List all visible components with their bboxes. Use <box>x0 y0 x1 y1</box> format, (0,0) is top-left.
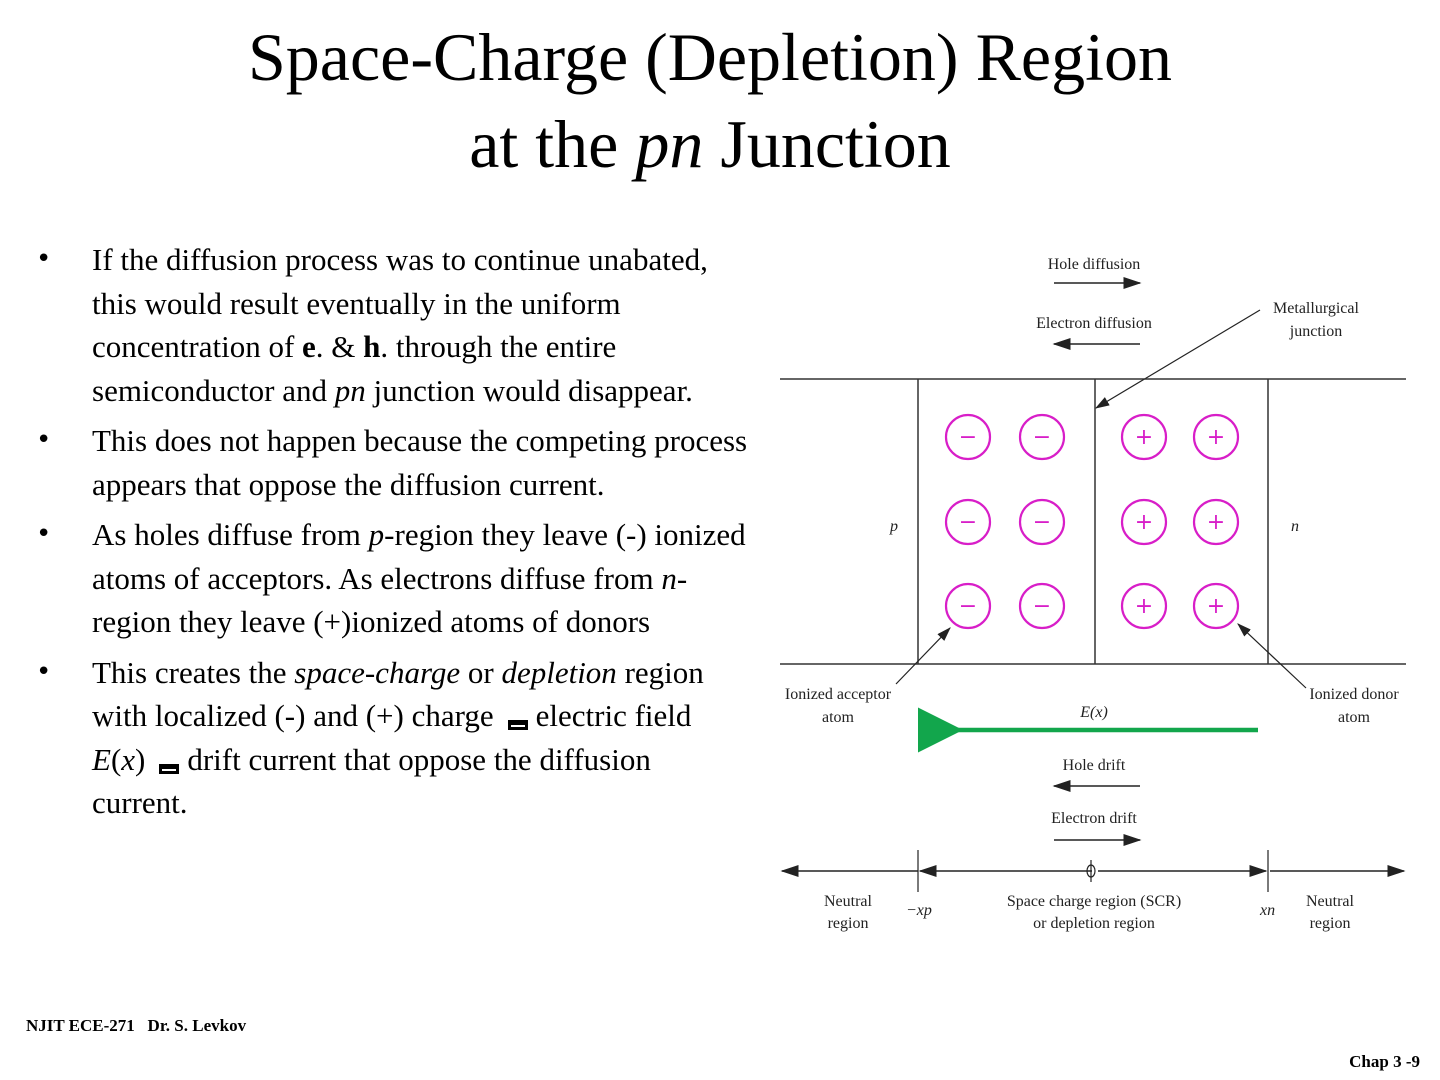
bullet-text: As holes diffuse from <box>92 517 369 552</box>
p-region-label: p <box>890 518 898 535</box>
electric-field-label: E(x) <box>1080 704 1108 721</box>
bullet-text: n <box>661 560 677 596</box>
neutral-left-label-1: Neutral <box>824 893 872 910</box>
bullet-text: ) <box>135 741 146 777</box>
bullet-text: space-charge <box>294 654 461 690</box>
hole-drift-label: Hole drift <box>1062 757 1126 774</box>
bullet-text: p <box>368 517 385 552</box>
implies-arrow-icon <box>508 720 528 730</box>
bullet-text: If the diffusion process was to continue unabated, this would result eventually in the uniform concentration of <box>92 242 708 364</box>
ionized-acceptor-sign: − <box>1032 510 1052 535</box>
electron-drift-label: Electron drift <box>1051 810 1137 827</box>
neutral-right-label-2: region <box>1309 915 1351 932</box>
ionized-acceptor-sign: − <box>1032 425 1052 450</box>
ionized-acceptor-sign: − <box>958 510 978 535</box>
bullet-text: region with localized (-) and (+) charge <box>92 654 704 733</box>
bullet-text: h <box>363 329 381 364</box>
acceptor-label-1: Ionized acceptor <box>784 686 892 703</box>
metallurgical-label-1: Metallurgical <box>1273 300 1359 317</box>
ionized-acceptor-sign: − <box>958 425 978 450</box>
scr-label-2: or depletion region <box>1033 915 1155 932</box>
bullet-text: electric field <box>535 698 692 733</box>
slide-title <box>0 14 1420 188</box>
acceptor-label-2: atom <box>822 709 854 726</box>
metallurgical-label-2: junction <box>1289 323 1343 340</box>
ionized-donor-sign: + <box>1134 425 1154 450</box>
bullet-text: pn <box>334 372 366 408</box>
implies-arrow-icon <box>159 764 179 774</box>
footer-page-number: Chap 3 -9 <box>1349 1052 1420 1071</box>
ion-group <box>946 415 1238 628</box>
bullet-item <box>36 513 748 644</box>
ionized-acceptor-sign: − <box>1032 594 1052 619</box>
bullet-list <box>36 238 748 832</box>
bullet-marker: • <box>36 656 52 687</box>
ionized-donor-sign: + <box>1206 594 1226 619</box>
bullet-item <box>36 238 748 412</box>
ionized-donor-sign: + <box>1206 510 1226 535</box>
pn-junction-diagram <box>778 238 1406 944</box>
bullet-text: depletion <box>501 654 617 690</box>
bullet-text: This creates the <box>92 654 295 690</box>
donor-label-1: Ionized donor <box>1309 686 1399 703</box>
bullet-text: ( <box>110 741 122 777</box>
ionized-donor-sign: + <box>1206 425 1226 450</box>
footer-course-info: NJIT ECE-271 Dr. S. Levkov <box>26 1016 247 1035</box>
bullet-text: This does not happen because the competing process appears that oppose the diffusion current. <box>92 423 748 502</box>
bullet-text: junction would disappear. <box>365 372 693 408</box>
ionized-donor-sign: + <box>1134 594 1154 619</box>
bullet-text: drift current that oppose the diffusion current. <box>92 741 651 820</box>
title-line-2-em: pn <box>635 106 704 182</box>
bullet-text: -region they leave (+)ionized atoms of donors <box>92 560 688 639</box>
hole-diffusion-label: Hole diffusion <box>1047 256 1141 273</box>
bullet-text: E <box>92 741 111 777</box>
bullet-marker: • <box>36 425 52 455</box>
neutral-left-label-2: region <box>827 915 869 932</box>
xn-label: xn <box>1260 902 1276 919</box>
xp-label: −xp <box>906 902 932 919</box>
bullet-text: . through the entire semiconductor and <box>92 329 617 408</box>
ionized-acceptor-sign: − <box>958 594 978 619</box>
bullet-text: -region they leave (-) ionized atoms of acceptors. As electrons diffuse from <box>92 517 746 596</box>
title-line-2-post: Junction <box>703 106 951 182</box>
title-line-1: Space-Charge (Depletion) Region <box>247 19 1172 95</box>
electron-diffusion-label: Electron diffusion <box>1036 315 1152 332</box>
bullet-text: x <box>121 741 136 777</box>
ionized-donor-sign: + <box>1134 510 1154 535</box>
scr-label-1: Space charge region (SCR) <box>1006 893 1182 910</box>
title-line-2-pre: at the <box>469 106 636 182</box>
neutral-right-label-1: Neutral <box>1306 893 1354 910</box>
title-line-2 <box>0 101 1420 188</box>
acceptor-pointer <box>896 628 950 684</box>
donor-label-2: atom <box>1338 709 1370 726</box>
bullet-item <box>36 651 748 825</box>
bullet-text: . & <box>315 329 364 364</box>
bullet-item <box>36 419 748 506</box>
bullet-text: e <box>302 329 316 364</box>
bullet-text: or <box>460 654 502 690</box>
n-region-label: n <box>1291 518 1299 535</box>
bullet-marker: • <box>36 244 52 274</box>
donor-pointer <box>1238 624 1306 688</box>
bullet-marker: • <box>36 519 52 549</box>
